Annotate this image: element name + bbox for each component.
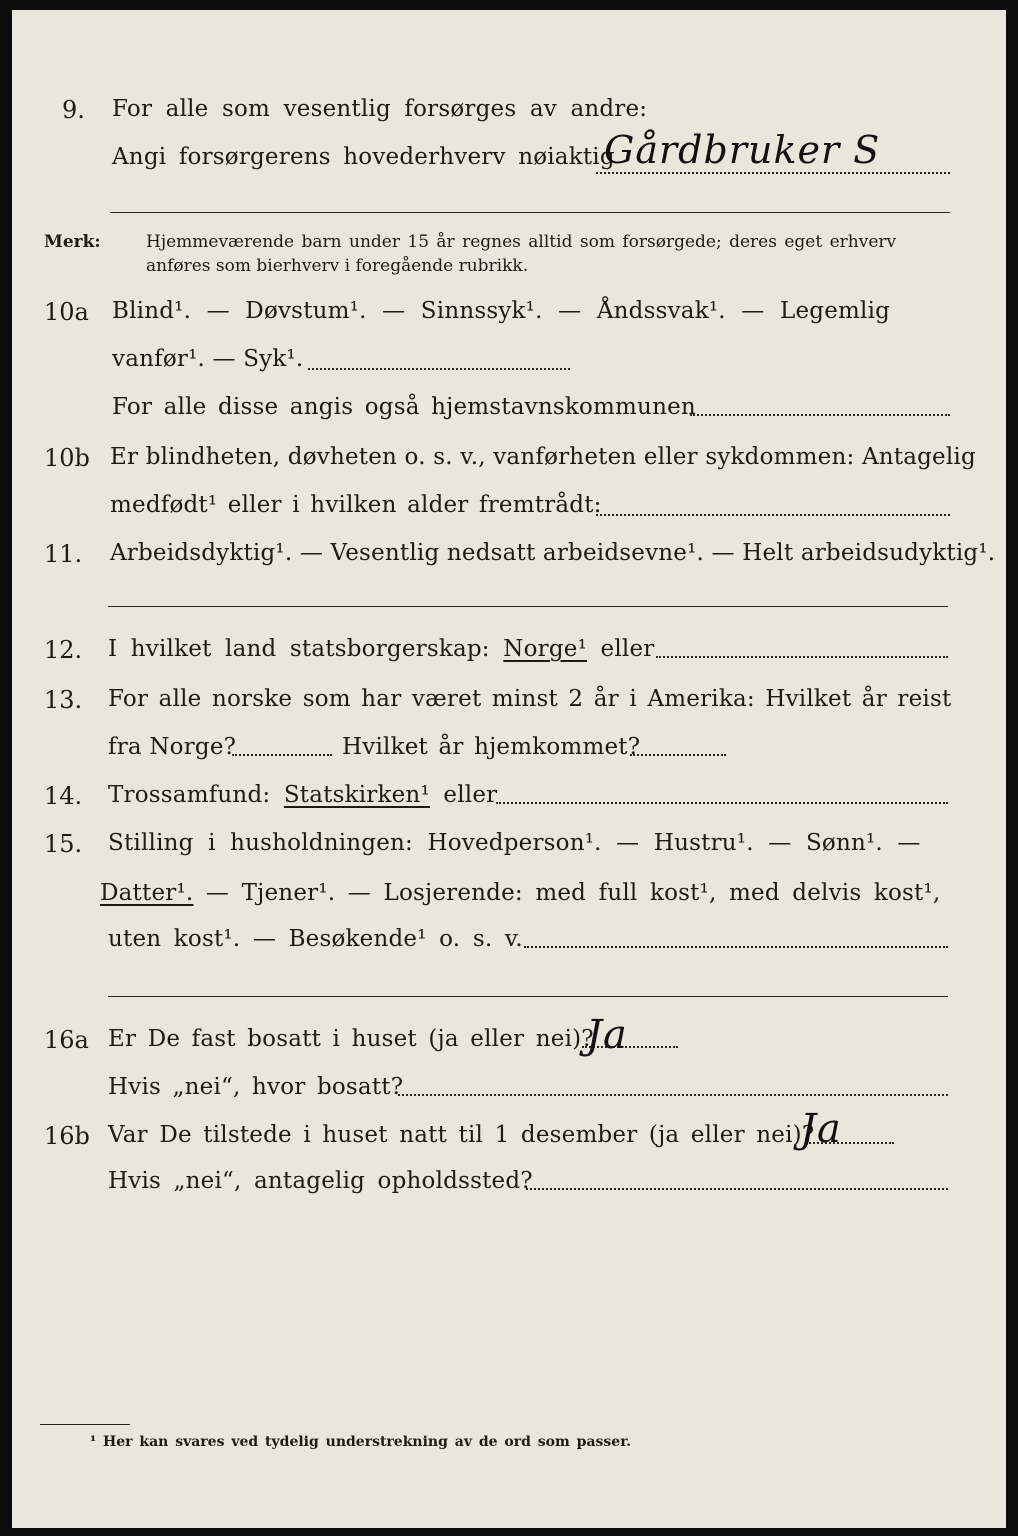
question-16b-text: Var De tilstede i huset natt til 1 desember (ja eller nei)? <box>108 1122 815 1148</box>
question-15-number: 15. <box>44 830 83 858</box>
question-10a-home-municipality: For alle disse angis også hjemstavnskommunen <box>112 394 696 420</box>
question-13-returned: Hvilket år hjemkommet? <box>342 734 641 760</box>
question-13-number: 13. <box>44 686 83 714</box>
question-16a-number: 16a <box>44 1026 89 1054</box>
question-9-answer-line <box>596 172 950 174</box>
question-15-options-cont <box>100 880 940 906</box>
question-9-text: For alle som vesentlig forsørges av andre: <box>112 96 648 122</box>
question-10a-municipality-line <box>690 414 950 416</box>
note-text-line-1: Hjemmeværende barn under 15 år regnes alltid som forsørgede; deres eget erhverv <box>146 232 897 252</box>
question-16b-whereabouts: Hvis „nei“, antagelig opholdssted? <box>108 1168 533 1194</box>
note-label: Merk: <box>44 232 101 252</box>
question-10a-sick-line <box>308 368 570 370</box>
question-16a-handwritten-answer: Ja <box>586 1012 628 1058</box>
question-13-returned-line <box>630 754 726 756</box>
question-16a-text: Er De fast bosatt i huset (ja eller nei)? <box>108 1026 594 1052</box>
question-15-answer-line <box>524 946 948 948</box>
question-10b-prompt: medfødt¹ eller i hvilken alder fremtrådt: <box>110 492 602 518</box>
question-10a-options-cont: vanfør¹. — Syk¹. <box>112 346 304 372</box>
question-11-number: 11. <box>44 540 83 568</box>
question-11-options: Arbeidsdyktig¹. — Vesentlig nedsatt arbeidsevne¹. — Helt arbeidsudyktig¹. <box>110 540 996 566</box>
question-16b-whereabouts-line <box>526 1188 948 1190</box>
note-text-line-2: anføres som bierhverv i foregående rubrikk. <box>146 256 529 276</box>
section-divider <box>110 212 950 213</box>
question-12-prompt: I hvilket land statsborgerskap: <box>108 636 490 662</box>
question-14-prompt: Trossamfund: <box>108 782 271 808</box>
question-13-emigrated: fra Norge? <box>108 734 237 760</box>
question-14-answer-line <box>496 802 948 804</box>
question-16b-number: 16b <box>44 1122 90 1150</box>
question-9-handwritten-answer: Gårdbruker S <box>604 128 881 172</box>
question-9-prompt: Angi forsørgerens hovederhverv nøiaktig <box>112 144 615 170</box>
question-13-emigrated-line <box>232 754 332 756</box>
question-10a-number: 10a <box>44 298 89 326</box>
question-16a-residence-line <box>398 1094 948 1096</box>
question-12-number: 12. <box>44 636 83 664</box>
footnote: ¹ Her kan svares ved tydelig understrekning av de ord som passer. <box>90 1434 632 1450</box>
question-9-number: 9. <box>62 96 85 124</box>
question-12-text <box>108 636 654 662</box>
question-14-text <box>108 782 497 808</box>
question-15-more-options: — Tjener¹. — Losjerende: med full kost¹, med delvis kost¹, <box>205 880 941 906</box>
footnote-rule <box>40 1424 130 1425</box>
question-12-answer-line <box>656 656 948 658</box>
question-12-or: eller <box>600 636 655 662</box>
question-15-underlined-answer: Datter¹. <box>100 880 194 906</box>
question-10b-text: Er blindheten, døvheten o. s. v., vanførheten eller sykdommen: Antagelig <box>110 444 976 470</box>
question-13-text: For alle norske som har været minst 2 år i Amerika: Hvilket år reist <box>108 686 952 712</box>
question-15-divider <box>108 996 948 997</box>
question-10a-options: Blind¹. — Døvstum¹. — Sinnssyk¹. — Åndssvak¹. — Legemlig <box>112 298 891 324</box>
question-14-underlined-answer: Statskirken¹ <box>283 782 430 808</box>
question-14-or: eller <box>443 782 498 808</box>
question-15-options-end: uten kost¹. — Besøkende¹ o. s. v. <box>108 926 523 952</box>
question-12-underlined-answer: Norge¹ <box>503 636 588 662</box>
question-10b-number: 10b <box>44 444 90 472</box>
question-14-number: 14. <box>44 782 83 810</box>
question-15-options: Stilling i husholdningen: Hovedperson¹. — Hustru¹. — Sønn¹. — <box>108 830 921 856</box>
question-16a-residence: Hvis „nei“, hvor bosatt? <box>108 1074 404 1100</box>
question-16b-handwritten-answer: Ja <box>800 1106 842 1152</box>
question-10b-answer-line <box>596 514 950 516</box>
question-11-answer-line <box>108 606 948 607</box>
